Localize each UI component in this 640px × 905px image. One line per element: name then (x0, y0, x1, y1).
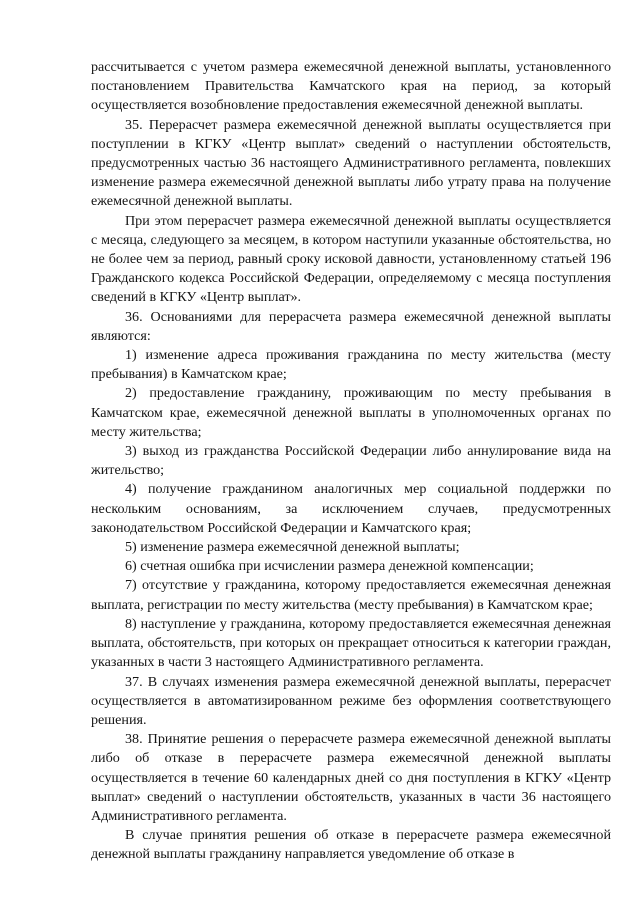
paragraph-36: 36. Основаниями для перерасчета размера ежемесячной денежной выплаты являются: (91, 308, 611, 344)
paragraph-35-recalc: При этом перерасчет размера ежемесячной денежной выплаты осуществляется с месяца, следующего за месяцем, в котором наступили указанные обстоятельства, но не более чем за период, равный сроку исковой давности, установленному статьей 196 Гражданского кодекса Российской Федерации, определяемому с месяца поступления сведений в КГКУ «Центр выплат». (91, 212, 611, 306)
list-item-1: 1) изменение адреса проживания гражданина по месту жительства (месту пребывания) в Камчатском крае; (91, 347, 611, 383)
paragraph-37: 37. В случаях изменения размера ежемесячной денежной выплаты, перерасчет осуществляется в автоматизированном режиме без оформления соответствующего решения. (91, 673, 611, 728)
list-item-5: 5) изменение размера ежемесячной денежной выплаты; (125, 539, 460, 556)
list-item-7: 7) отсутствие у гражданина, которому предоставляется ежемесячная денежная выплата, регистрации по месту жительства (месту пребывания) в Камчатском крае; (91, 577, 611, 613)
paragraph-38: 38. Принятие решения о перерасчете размера ежемесячной денежной выплаты либо об отказе в перерасчете размера ежемесячной денежной выплаты осуществляется в течение 60 календарных дней со дня поступления в КГКУ «Центр выплат» сведений о наступлении обстоятельств, указанных в части 36 настоящего Административного регламента. (91, 731, 611, 824)
list-item-8: 8) наступление у гражданина, которому предоставляется ежемесячная денежная выплата, обстоятельств, при которых он прекращает относиться к категории граждан, указанных в части 3 настоящего Административного регламента. (91, 615, 611, 671)
paragraph-35: 35. Перерасчет размера ежемесячной денежной выплаты осуществляется при поступлении в КГКУ «Центр выплат» сведений о наступлении обстоятельств, предусмотренных частью 36 настоящего Административного регламента, повлекших изменение размера ежемесячной денежной выплаты либо утрату права на получение ежемесячной денежной выплаты. (91, 116, 611, 210)
list-item-3: 3) выход из гражданства Российской Федерации либо аннулирование вида на жительство; (91, 443, 611, 479)
list-item-4: 4) получение гражданином аналогичных мер социальной поддержки по нескольким основаниям, за исключением случаев, предусмотренных законодательством Российской Федерации и Камчатского края; (91, 481, 611, 536)
paragraph-38-refusal: В случае принятия решения об отказе в перерасчете размера ежемесячной денежной выплаты гражданину направляется уведомление об отказе в (91, 827, 611, 863)
list-item-6: 6) счетная ошибка при исчислении размера денежной компенсации; (125, 558, 534, 575)
document-page (91, 58, 611, 865)
list-item-2: 2) предоставление гражданину, проживающим по месту пребывания в Камчатском крае, ежемесячной денежной выплаты в уполномоченных органах по месту жительства; (91, 385, 611, 440)
paragraph-continuation: рассчитывается с учетом размера ежемесячной денежной выплаты, установленного постановлением Правительства Камчатского края на период, за который осуществляется возобновление предоставления ежемесячной денежной выплаты. (91, 59, 611, 114)
